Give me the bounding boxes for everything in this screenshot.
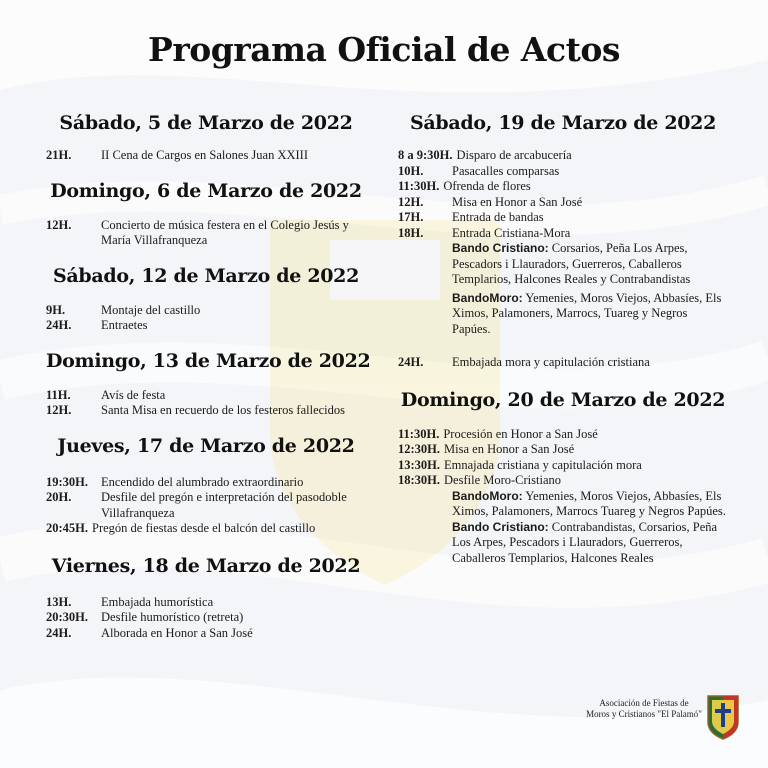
event-time: 10H. — [398, 163, 424, 178]
event-row — [398, 442, 728, 458]
bando-label: Bando Cristiano: — [452, 241, 549, 255]
bando-label: Bando Cristiano: — [452, 519, 549, 534]
event-text: Disparo de arcabucería — [456, 148, 572, 162]
event-text: Pregón de fiestas desde el balcón del castillo — [92, 521, 316, 535]
event-time: 18H. — [398, 225, 424, 240]
event-row — [398, 473, 728, 489]
event-time: 8 a 9:30H. — [398, 148, 453, 162]
event-text: II Cena de Cargos en Salones Juan XXIII — [101, 148, 309, 162]
event-row — [398, 458, 728, 474]
day-heading: Sábado, 19 de Marzo de 2022 — [409, 112, 717, 134]
day-heading: Sábado, 12 de Marzo de 2022 — [52, 264, 360, 287]
footer-line: Asociación de Fiestas de — [599, 698, 689, 708]
event-text: Alborada en Honor a San José — [101, 625, 253, 640]
event-time: 11H. — [46, 387, 71, 402]
event-time: 13:30H. — [398, 457, 441, 472]
event-row — [46, 595, 366, 611]
event-text: Desfile humorístico (retreta) — [101, 610, 244, 624]
day-heading: Domingo, 6 de Marzo de 2022 — [50, 179, 362, 202]
event-time: 11:30H. — [398, 426, 440, 441]
event-row — [46, 626, 366, 642]
event-row — [398, 164, 728, 180]
event-text: Encendido del alumbrado extraordinario — [101, 474, 304, 489]
event-text: Avís de festa — [101, 387, 166, 402]
event-text: Desfile del pregón e interpretación del pasodoble Villafranqueza — [101, 490, 347, 520]
event-time: 20:45H. — [46, 521, 89, 535]
day-heading: Viernes, 18 de Marzo de 2022 — [51, 554, 361, 577]
day-heading: Jueves, 17 de Marzo de 2022 — [57, 434, 355, 457]
bando-text: Corsarios, Peña Los Arpes, Pescadors i Llauradors, Guerreros, Caballeros Templarios, Halcones Reales y Contrabandistas — [452, 241, 691, 286]
bando-entry — [398, 520, 728, 567]
event-row — [398, 148, 728, 164]
event-row — [46, 388, 366, 404]
event-text: Desfile Moro-Cristiano — [444, 473, 562, 487]
event-text: Misa en Honor a San José — [444, 442, 575, 456]
event-time: 20:30H. — [46, 610, 89, 624]
day-heading: Domingo, 20 de Marzo de 2022 — [400, 388, 726, 411]
event-row — [46, 148, 366, 164]
bando-text: Yemenies, Moros Viejos, Abbasíes, Els Ximos, Palamoners, Marrocs, Tuareg y Negros Papúes. — [452, 290, 722, 336]
event-text: Montaje del castillo — [101, 302, 201, 317]
event-row — [46, 303, 366, 319]
crest-logo — [706, 694, 740, 740]
event-row — [398, 195, 728, 211]
event-time: 13H. — [46, 594, 72, 609]
left-column — [46, 112, 371, 641]
bando-text: Yemenies, Moros Viejos, Abbasíes, Els Ximos, Palamoners, Marrocs Tuareg y Negros Papúes. — [452, 488, 726, 518]
association-footer — [584, 698, 704, 720]
event-text: Embajada humorística — [101, 594, 214, 609]
event-time: 12H. — [398, 194, 424, 209]
event-text: Procesión en Honor a San José — [443, 426, 598, 441]
event-text: Entraetes — [101, 318, 148, 332]
event-row — [46, 521, 366, 537]
bando-text: Contrabandistas, Corsarios, Peña Los Arpes, Pescadors i Llauradors, Guerreros, Caballeros Templarios, Halcones Reales — [452, 519, 718, 565]
event-text: Pasacalles comparsas — [452, 163, 560, 178]
event-time: 12H. — [46, 403, 72, 417]
event-text: Entrada de bandas — [452, 210, 544, 224]
bando-label: BandoMoro: — [452, 488, 523, 503]
event-row — [46, 318, 366, 334]
bando-entry — [398, 291, 728, 338]
event-row — [46, 610, 366, 626]
event-time: 20H. — [46, 490, 72, 504]
event-row — [398, 226, 728, 242]
event-time: 17H. — [398, 210, 424, 224]
event-time: 12H. — [46, 217, 72, 232]
event-text: Ofrenda de flores — [443, 179, 531, 193]
event-time: 24H. — [398, 355, 424, 369]
event-time: 12:30H. — [398, 442, 441, 456]
event-text: Concierto de música festera en el Colegio Jesús y María Villafranqueza — [101, 217, 349, 247]
event-row — [46, 218, 366, 249]
event-time: 24H. — [46, 625, 72, 640]
event-time: 19:30H. — [46, 474, 89, 489]
event-row — [398, 210, 728, 226]
bando-label: BandoMoro: — [452, 290, 523, 305]
event-time: 11:30H. — [398, 179, 440, 193]
event-time: 18:30H. — [398, 473, 441, 487]
event-time: 24H. — [46, 318, 72, 332]
event-text: Embajada mora y capitulación cristiana — [452, 355, 650, 369]
event-text: Santa Misa en recuerdo de los festeros fallecidos — [101, 403, 346, 417]
bando-entry — [398, 241, 728, 288]
event-row — [398, 427, 728, 443]
event-row — [46, 475, 366, 491]
day-heading: Domingo, 13 de Marzo de 2022 — [46, 349, 371, 372]
event-row — [46, 490, 366, 521]
bando-entry — [398, 489, 728, 520]
event-row — [398, 179, 728, 195]
day-heading: Sábado, 5 de Marzo de 2022 — [59, 112, 353, 134]
event-time: 9H. — [46, 302, 66, 317]
event-text: Misa en Honor a San José — [452, 194, 583, 209]
page-title: Programa Oficial de Actos — [148, 30, 620, 69]
footer-line: Moros y Cristianos "El Palamó" — [586, 709, 702, 719]
event-row — [398, 355, 728, 371]
event-text: Entrada Cristiana-Mora — [452, 225, 571, 240]
right-column — [398, 112, 728, 566]
event-time: 21H. — [46, 148, 72, 162]
event-row — [46, 403, 366, 419]
event-text: Emnajada cristiana y capitulación mora — [444, 457, 642, 472]
